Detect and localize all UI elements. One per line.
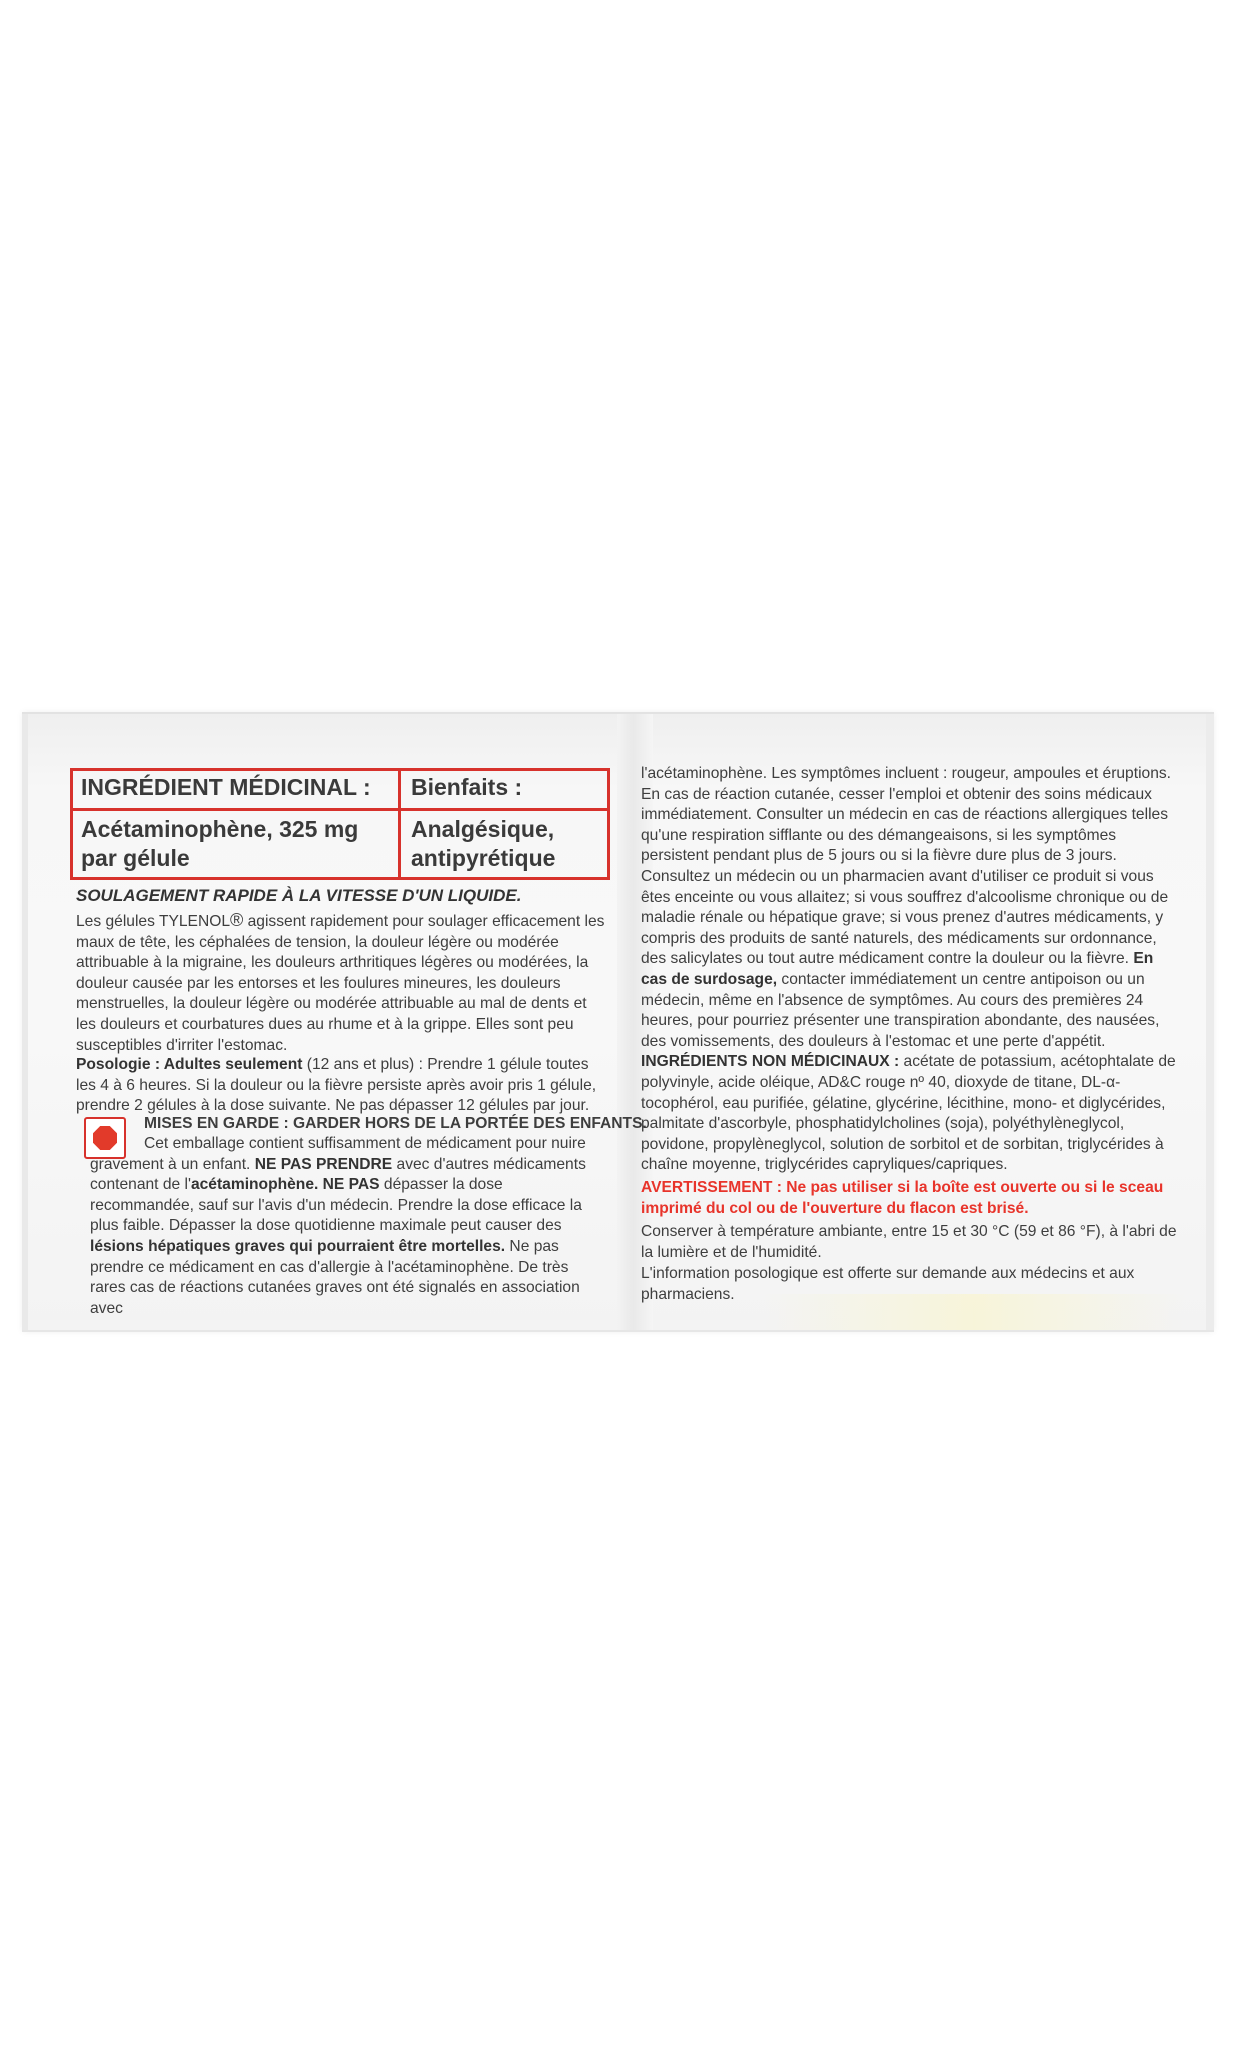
non-medicinal-label: INGRÉDIENTS NON MÉDICINAUX : [641, 1053, 900, 1071]
overdose-text: contacter immédiatement un centre antipoison ou un médecin, même en l'absence de symptômes. Au cours des premières 24 heures, pour pourriez présenter une transpiration abondante, des nausées, des vomissements, des douleurs à l'estomac et une perte d'appétit. [641, 970, 1160, 1050]
benefits-cell [411, 815, 611, 873]
overdose-label: En cas de surdosage, [641, 950, 1154, 988]
tamper-text: Ne pas utiliser si la boîte est ouverte ou si le sceau imprimé du col ou de l'ouverture du flacon est brisé. [641, 1179, 1164, 1217]
info-text: L'information posologique est offerte sur demande aux médecins et aux pharmaciens. [641, 1265, 1135, 1303]
warning-text: avec d'autres médicaments contenant de l' [90, 1155, 586, 1194]
tamper-warning [641, 1178, 1181, 1219]
tamper-label: AVERTISSEMENT : [641, 1179, 782, 1196]
dosage-paragraph [76, 1055, 606, 1117]
benefit-line: Analgésique, [411, 816, 555, 842]
warning-text: dépasser la dose recommandée, sauf sur l'avis d'un médecin. Prendre la dose efficace la plus faible. Dépasser la dose quotidienne maximale peut causer des [90, 1176, 582, 1235]
warning-text: Ne pas prendre ce médicament en cas d'allergie à l'acétaminophène. De très rares cas de réactions cutanées graves ont été signalés en association avec [90, 1237, 580, 1317]
registered-mark: ® [230, 910, 244, 930]
ingredient-table [70, 768, 610, 880]
intro-paragraph [76, 910, 606, 1056]
medicinal-ingredient-header: INGRÉDIENT MÉDICINAL : [81, 774, 371, 800]
ingredient-cell [81, 815, 381, 873]
warning-continued: l'acétaminophène. Les symptômes incluent : rougeur, ampoules et éruptions. En cas de réaction cutanée, cesser l'emploi et obtenir des soins médicaux immédiatement. Consulter un médecin en cas de réactions allergiques telles qu'une respiration sifflante ou des démangeaisons, si les symptômes persistent pendant plus de 5 jours ou si la fièvre dure plus de 3 jours. Consultez un médecin ou un pharmacien avant d'utiliser ce produit si vous êtes enceinte ou vous allaitez; si vous souffrez d'alcoolisme chronique ou de maladie rénale ou hépatique grave; si vous prenez d'autres médicaments, y compris des produits de santé naturels, des médicaments sur ordonnance, des salicylates ou tout autre médicament contre la douleur ou la fièvre. [641, 765, 1172, 968]
warning-paragraph [90, 1134, 606, 1319]
warning-title: MISES EN GARDE : GARDER HORS DE LA PORTÉE DES ENFANTS. [144, 1115, 647, 1132]
dosage-label: Posologie : Adultes seulement [76, 1056, 303, 1073]
non-medicinal-text: acétate de potassium, acétophtalate de polyvinyle, acide oléique, AD&C rouge nº 40, dioxyde de titane, DL-α-tocophérol, eau purifiée, gélatine, glycérine, lécithine, mono- et diglycérides, palmitate d'ascorbyle, phosphatidylcholines (soja), polyéthylèneglycol, povidone, propylèneglycol, solution de sorbitol et de sorbitan, triglycérides à chaîne moyenne, triglycérides capryliques/capriques. [641, 1053, 1176, 1174]
table-divider [398, 771, 401, 877]
right-column-text [641, 764, 1181, 1176]
benefits-header: Bienfaits : [411, 774, 523, 800]
warning-bold: acétaminophène. NE PAS [190, 1176, 380, 1194]
warning-text: Cet emballage contient suffisamment de médicament pour nuire gravement à un enfant. [90, 1135, 586, 1173]
storage-text: Conserver à température ambiante, entre 15 et 30 °C (59 et 86 °F), à l'abri de la lumière et de l'humidité. [641, 1223, 1177, 1261]
intro-prefix: Les gélules TYLENOL [76, 913, 231, 930]
table-divider [73, 808, 607, 811]
dosage-text: (12 ans et plus) : Prendre 1 gélule toutes les 4 à 6 heures. Si la douleur ou la fièvre persiste après avoir pris 1 gélule, prendre 2 gélules à la dose suivante. Ne pas dépasser 12 gélules par jour. [76, 1056, 597, 1115]
box-edge [22, 714, 28, 1330]
intro-text: agissent rapidement pour soulager efficacement les maux de tête, les céphalées de tension, la douleur légère ou modérée attribuable à la migraine, les douleurs arthritiques légères ou modérées, la douleur causée par les entorses et les foulures mineures, les douleurs menstruelles, la douleur légère ou modérée attribuable au mal de dents et les douleurs et courbatures dues au rhume et à la grippe. Elles sont peu susceptibles d'irriter l'estomac. [76, 913, 605, 1054]
ingredient-line: par gélule [81, 845, 190, 871]
ingredient-line: Acétaminophène, 325 mg [81, 816, 359, 842]
box-edge [1206, 714, 1214, 1330]
tagline: SOULAGEMENT RAPIDE À LA VITESSE D'UN LIQUIDE. [76, 886, 522, 905]
benefit-line: antipyrétique [411, 845, 556, 871]
warning-bold: lésions hépatiques graves qui pourraient être mortelles. [90, 1237, 506, 1255]
warning-bold: NE PAS PRENDRE [254, 1155, 393, 1173]
